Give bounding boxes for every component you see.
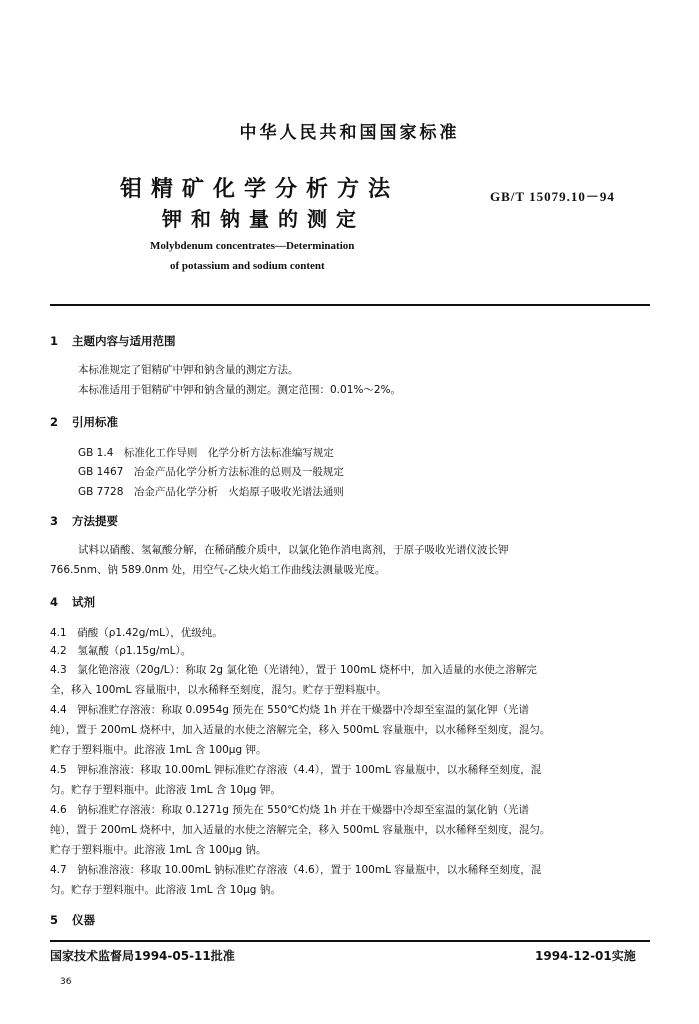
section-title: 仪器 bbox=[72, 913, 95, 927]
english-title-line2: of potassium and sodium content bbox=[170, 260, 325, 272]
document-title-line2: 钾和钠量的测定 bbox=[162, 207, 365, 231]
document-title-line1: 钼精矿化学分析方法 bbox=[120, 177, 400, 202]
section-number: 1 bbox=[50, 334, 59, 348]
reagent-item-continued: 贮存于塑料瓶中。此溶液 1mL 含 100μg 钠。 bbox=[50, 844, 267, 856]
reagent-item: 4.1 硝酸（ρ1.42g/mL），优级纯。 bbox=[50, 627, 223, 639]
section-number: 2 bbox=[50, 415, 59, 429]
reference-item: GB 7728 冶金产品化学分析 火焰原子吸收光谱法通则 bbox=[78, 486, 344, 498]
reagent-item-continued: 纯），置于 200mL 烧杯中，加入适量的水使之溶解完全，移入 500mL 容量瓶中，以水稀释至刻度，混匀。 bbox=[50, 824, 551, 836]
standard-number: GB/T 15079.10－94 bbox=[490, 189, 615, 204]
page-number: 36 bbox=[60, 977, 72, 987]
section-2-heading bbox=[50, 414, 118, 430]
section-title: 引用标准 bbox=[72, 415, 118, 429]
english-title-line1: Molybdenum concentrates—Determination bbox=[150, 240, 355, 252]
implementation-date: 1994-12-01实施 bbox=[535, 949, 636, 963]
section-title: 主题内容与适用范围 bbox=[72, 334, 176, 348]
reference-item: GB 1467 冶金产品化学分析方法标准的总则及一般规定 bbox=[78, 466, 344, 478]
footer-rule bbox=[50, 940, 650, 942]
section-1-heading bbox=[50, 333, 176, 349]
reagent-item: 4.4 钾标准贮存溶液：称取 0.0954g 预先在 550℃灼烧 1h 并在干燥器中冷却至室温的氯化钾（光谱 bbox=[50, 704, 529, 716]
section-title: 试剂 bbox=[72, 595, 95, 609]
reference-item: GB 1.4 标准化工作导则 化学分析方法标准编写规定 bbox=[78, 447, 334, 459]
section-title: 方法提要 bbox=[72, 514, 118, 528]
reagent-item-continued: 纯），置于 200mL 烧杯中，加入适量的水使之溶解完全，移入 500mL 容量瓶中，以水稀释至刻度，混匀。 bbox=[50, 724, 551, 736]
reagent-item-continued: 匀。贮存于塑料瓶中。此溶液 1mL 含 10μg 钠。 bbox=[50, 884, 281, 896]
reagent-item: 4.5 钾标准溶液：移取 10.00mL 钾标准贮存溶液（4.4），置于 100mL 容量瓶中，以水稀释至刻度，混 bbox=[50, 764, 542, 776]
header-rule bbox=[50, 304, 650, 306]
reagent-item: 4.3 氯化铯溶液（20g/L）：称取 2g 氯化铯（光谱纯），置于 100mL 烧杯中，加入适量的水使之溶解完 bbox=[50, 664, 537, 676]
reagent-item: 4.7 钠标准溶液：移取 10.00mL 钠标准贮存溶液（4.6），置于 100mL 容量瓶中，以水稀释至刻度，混 bbox=[50, 864, 542, 876]
reagent-item: 4.6 钠标准贮存溶液：称取 0.1271g 预先在 550℃灼烧 1h 并在干燥器中冷却至室温的氯化钠（光谱 bbox=[50, 804, 529, 816]
paragraph: 试料以硝酸、氢氟酸分解，在稀硝酸介质中，以氯化铯作消电离剂，于原子吸收光谱仪波长钾 bbox=[78, 544, 509, 556]
reagent-item-continued: 匀。贮存于塑料瓶中。此溶液 1mL 含 10μg 钾。 bbox=[50, 784, 281, 796]
reagent-item-continued: 全，移入 100mL 容量瓶中，以水稀释至刻度，混匀。贮存于塑料瓶中。 bbox=[50, 684, 387, 696]
paragraph: 本标准规定了钼精矿中钾和钠含量的测定方法。 bbox=[78, 364, 299, 376]
section-3-heading bbox=[50, 513, 118, 529]
approval-date: 国家技术监督局1994-05-11批准 bbox=[50, 949, 235, 963]
paragraph: 766.5nm、钠 589.0nm 处，用空气-乙炔火焰工作曲线法测量吸光度。 bbox=[50, 564, 386, 576]
section-5-heading bbox=[50, 912, 95, 928]
section-number: 4 bbox=[50, 595, 59, 609]
reagent-item: 4.2 氢氟酸（ρ1.15g/mL）。 bbox=[50, 645, 192, 657]
national-standard-heading: 中华人民共和国国家标准 bbox=[239, 123, 460, 143]
section-number: 3 bbox=[50, 514, 59, 528]
section-4-heading bbox=[50, 594, 95, 610]
section-number: 5 bbox=[50, 913, 59, 927]
reagent-item-continued: 贮存于塑料瓶中。此溶液 1mL 含 100μg 钾。 bbox=[50, 744, 267, 756]
paragraph: 本标准适用于钼精矿中钾和钠含量的测定。测定范围：0.01%～2%。 bbox=[78, 384, 402, 396]
